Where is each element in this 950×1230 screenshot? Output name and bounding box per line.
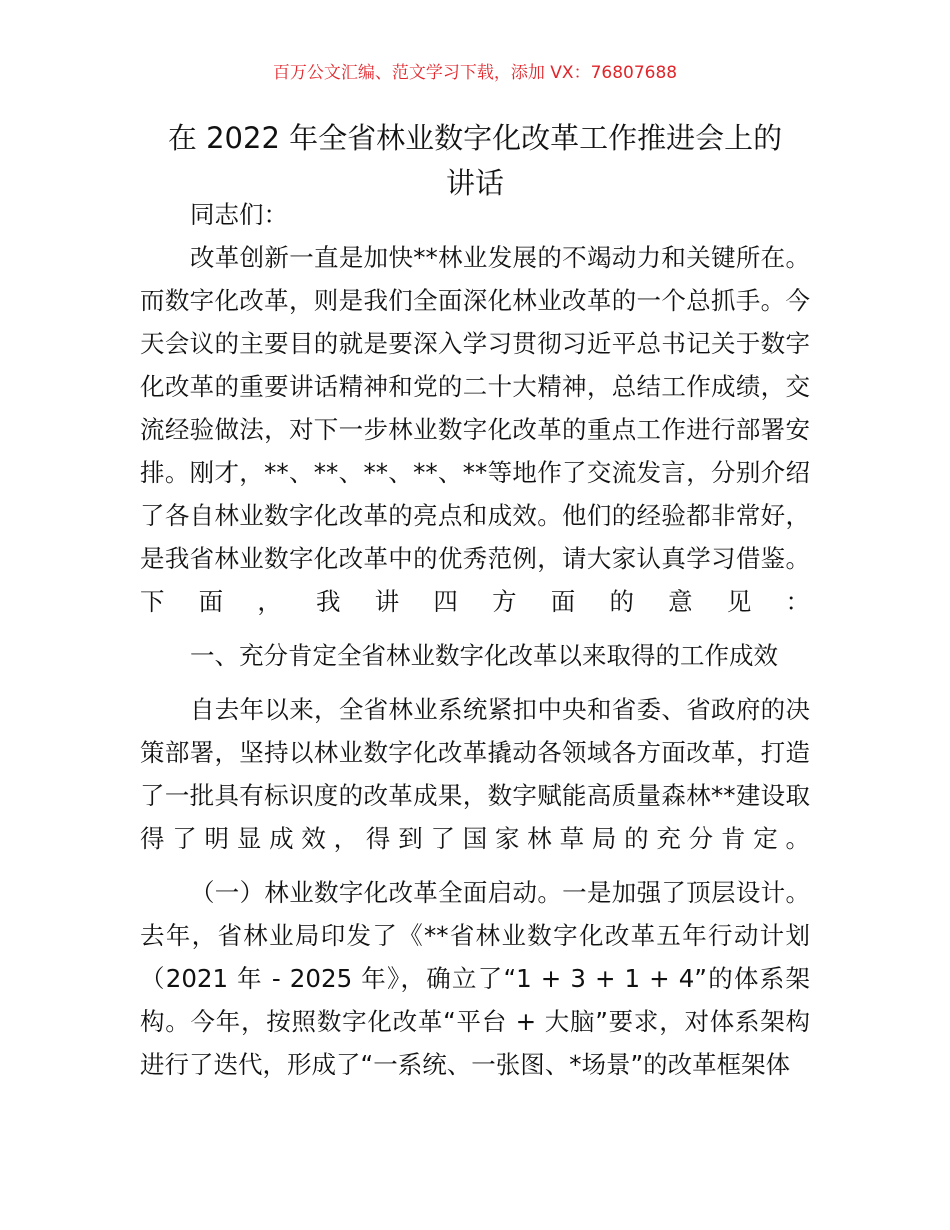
paragraph-line: 化改革的重要讲话精神和党的二十大精神，总结工作成绩，交 — [140, 372, 810, 401]
document-title-line-1: 在 2022 年全省林业数字化改革工作推进会上的 — [167, 121, 783, 155]
paragraph-line: 是我省林业数字化改革中的优秀范例，请大家认真学习借鉴。 — [140, 544, 810, 573]
paragraph-line: 排。刚才，**、**、**、**、**等地作了交流发言，分别介绍 — [140, 458, 810, 487]
paragraph-line: 而数字化改革，则是我们全面深化林业改革的一个总抓手。今 — [140, 286, 810, 315]
paragraph-line: 流经验做法，对下一步林业数字化改革的重点工作进行部署安 — [140, 415, 810, 444]
paragraph-line: 去年，省林业局印发了《**省林业数字化改革五年行动计划 — [140, 921, 810, 950]
paragraph-line: 得了明显成效，得到了国家林草局的充分肯定。 — [140, 824, 810, 853]
watermark-header: 百万公文汇编、范文学习下载，添加 VX：76807688 — [272, 63, 678, 83]
paragraph-line: 策部署，坚持以林业数字化改革撬动各领域各方面改革，打造 — [140, 738, 810, 767]
paragraph-line: 天会议的主要目的就是要深入学习贯彻习近平总书记关于数字 — [140, 329, 810, 358]
document-title-line-2: 讲话 — [445, 166, 504, 200]
paragraph-line: （2021 年 - 2025 年》，确立了“1 + 3 + 1 + 4”的体系架 — [140, 964, 810, 993]
paragraph-line: 自去年以来，全省林业系统紧扣中央和省委、省政府的决 — [190, 695, 810, 724]
paragraph-line: 下面，我讲四方面的意见： — [140, 587, 810, 616]
paragraph-line: 改革创新一直是加快**林业发展的不竭动力和关键所在。 — [190, 243, 810, 272]
paragraph-line: 构。今年，按照数字化改革“平台 + 大脑”要求，对体系架构 — [140, 1007, 810, 1036]
paragraph-line: 了一批具有标识度的改革成果，数字赋能高质量森林**建设取 — [140, 781, 810, 810]
section-heading: 一、充分肯定全省林业数字化改革以来取得的工作成效 — [190, 641, 778, 670]
paragraph-line: 了各自林业数字化改革的亮点和成效。他们的经验都非常好， — [140, 501, 810, 530]
greeting: 同志们： — [190, 200, 288, 229]
paragraph-line: 进行了迭代，形成了“一系统、一张图、*场景”的改革框架体 — [140, 1050, 791, 1079]
paragraph-line: （一）林业数字化改革全面启动。一是加强了顶层设计。 — [190, 878, 810, 907]
document-body — [140, 193, 810, 1086]
